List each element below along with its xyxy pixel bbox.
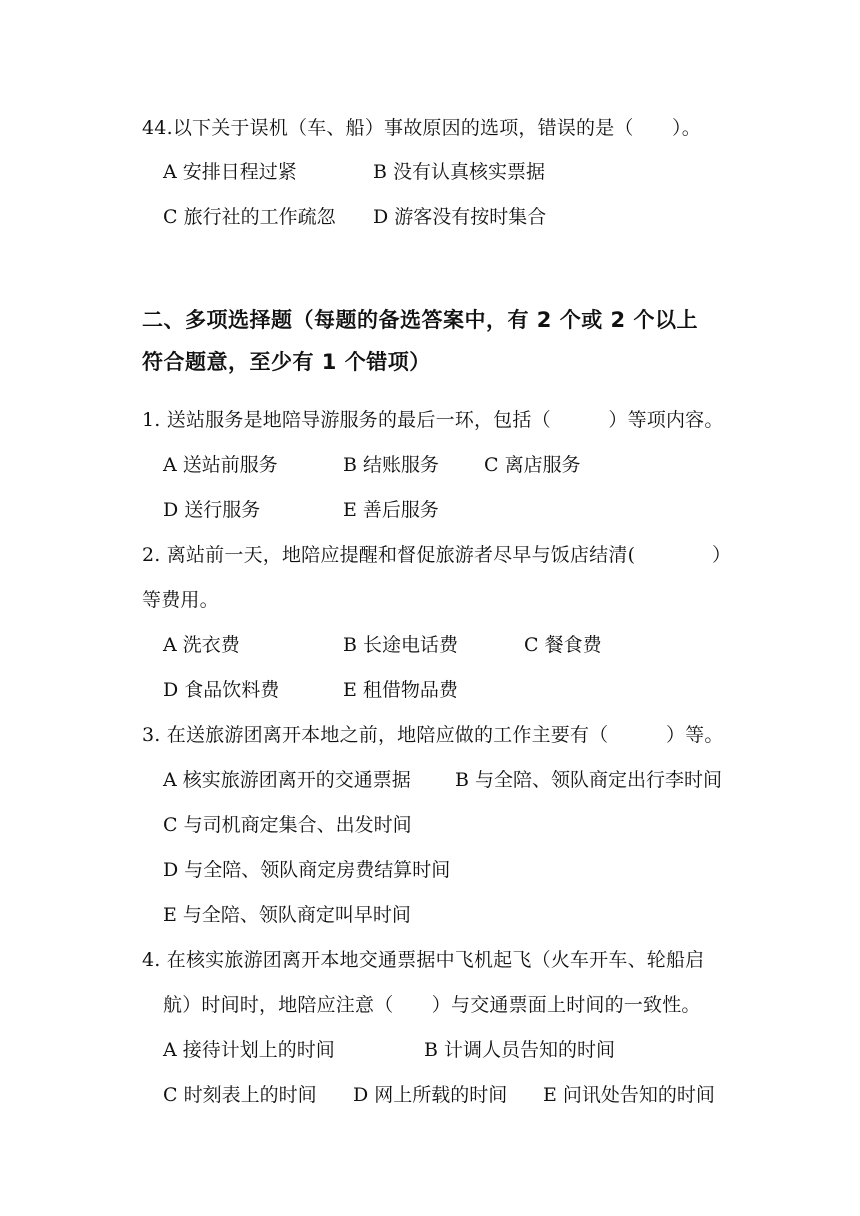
q1-option-b: B 结账服务 (343, 454, 440, 476)
q2-stem-line2: 等费用。 (142, 589, 219, 611)
q4-stem-line2: 航）时间时，地陪应注意（ ）与交通票面上时间的一致性。 (163, 994, 701, 1016)
q44-option-c: C 旅行社的工作疏忽 (163, 206, 336, 228)
q1-option-e: E 善后服务 (343, 499, 439, 521)
q2-option-d: D 食品饮料费 (163, 679, 280, 701)
q4-option-d: D 网上所载的时间 (353, 1084, 508, 1106)
q3-option-b: B 与全陪、领队商定出行李时间 (455, 769, 723, 791)
q3-option-e: E 与全陪、领队商定叫早时间 (163, 904, 411, 926)
q2-option-e: E 租借物品费 (343, 679, 458, 701)
q2-stem-line1: 2. 离站前一天，地陪应提醒和督促旅游者尽早与饭店结清( ） (142, 544, 732, 566)
q44-option-b: B 没有认真核实票据 (373, 161, 546, 183)
q1-option-d: D 送行服务 (163, 499, 261, 521)
q1-option-c: C 离店服务 (484, 454, 581, 476)
q3-option-d: D 与全陪、领队商定房费结算时间 (163, 859, 451, 881)
q2-option-b: B 长途电话费 (343, 634, 459, 656)
q44-option-d: D 游客没有按时集合 (373, 206, 547, 228)
q1-stem: 1. 送站服务是地陪导游服务的最后一环，包括（ ）等项内容。 (142, 409, 724, 431)
q4-option-c: C 时刻表上的时间 (163, 1084, 317, 1106)
q1-option-a: A 送站前服务 (163, 454, 278, 476)
q3-option-a: A 核实旅游团离开的交通票据 (163, 769, 411, 791)
q2-option-a: A 洗衣费 (163, 634, 240, 656)
section-heading-line1: 二、多项选择题（每题的备选答案中，有 2 个或 2 个以上 (142, 308, 698, 332)
q4-option-b: B 计调人员告知的时间 (424, 1039, 616, 1061)
q4-stem-line1: 4. 在核实旅游团离开本地交通票据中飞机起飞（火车开车、轮船启 (142, 949, 705, 971)
q44-stem: 44.以下关于误机（车、船）事故原因的选项，错误的是（ ）。 (142, 117, 701, 139)
q4-option-a: A 接待计划上的时间 (163, 1039, 335, 1061)
q2-option-c: C 餐食费 (524, 634, 602, 656)
q3-option-c: C 与司机商定集合、出发时间 (163, 814, 412, 836)
q44-option-a: A 安排日程过紧 (163, 161, 297, 183)
section-heading-line2: 符合题意，至少有 1 个错项） (142, 350, 431, 374)
q4-option-e: E 问讯处告知的时间 (543, 1084, 715, 1106)
q3-stem: 3. 在送旅游团离开本地之前，地陪应做的工作主要有（ ）等。 (142, 724, 724, 746)
